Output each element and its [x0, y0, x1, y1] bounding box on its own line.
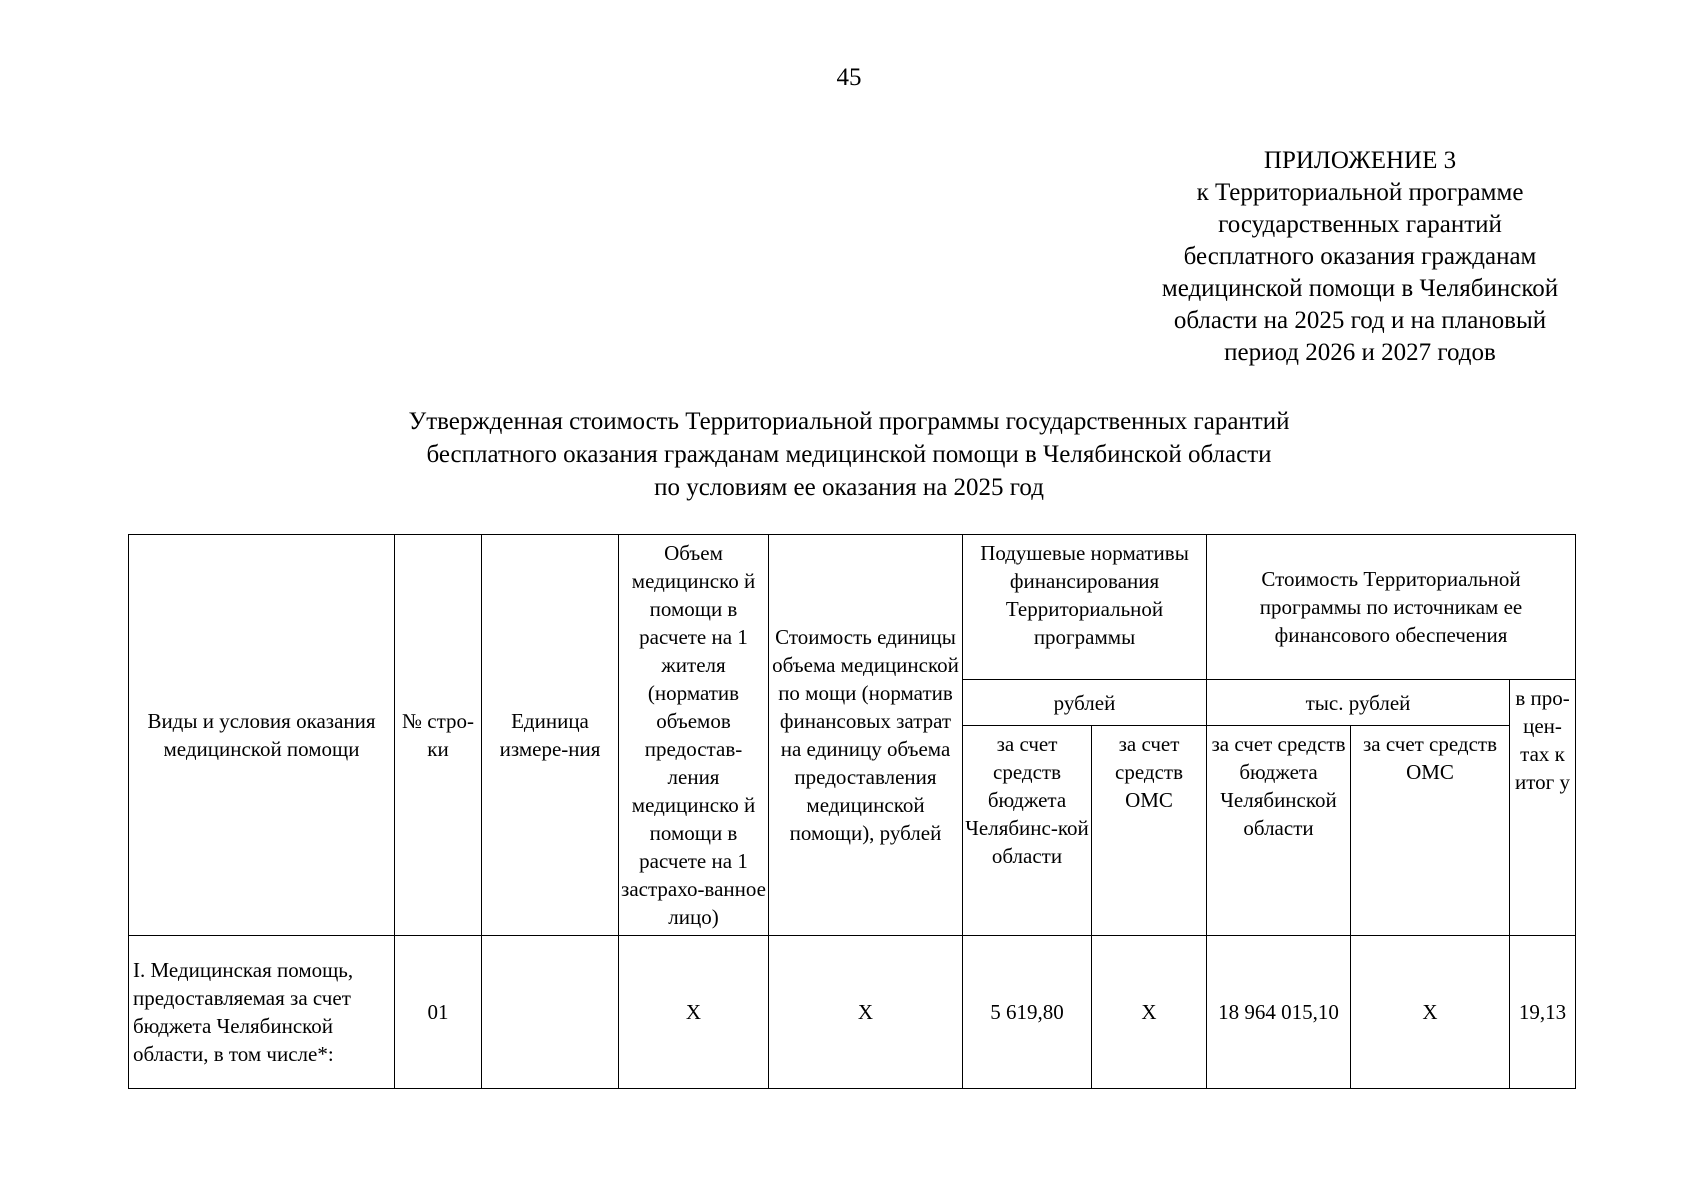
header-row-number: № стро-ки — [395, 535, 482, 936]
cell-cost-oms: X — [1351, 936, 1510, 1089]
appendix-line: области на 2025 год и на плановый — [1173, 307, 1547, 334]
header-rubles: рублей — [963, 680, 1207, 726]
header-cost-oms: за счет средств ОМС — [1351, 726, 1510, 936]
title-line: бесплатного оказания гражданам медицинской помощи в Челябинской области — [426, 441, 1272, 468]
cell-unit — [482, 936, 619, 1089]
header-percent: в про-цен-тах к итог у — [1510, 680, 1576, 936]
cell-row-number: 01 — [395, 936, 482, 1089]
appendix-line: ПРИЛОЖЕНИЕ 3 — [1263, 147, 1457, 174]
header-cost-budget: за счет средств бюджета Челябинской области — [1207, 726, 1351, 936]
appendix-heading — [1100, 145, 1620, 369]
header-row — [129, 535, 1576, 680]
appendix-line: период 2026 и 2027 годов — [1224, 339, 1496, 366]
page-number: 45 — [836, 64, 862, 91]
appendix-line: государственных гарантий — [1218, 211, 1502, 238]
cell-type: I. Медицинская помощь, предоставляемая за счет бюджета Челябинской области, в том числе*: — [129, 936, 395, 1089]
header-per-capita-oms: за счет средств ОМС — [1092, 726, 1207, 936]
cell-percent: 19,13 — [1510, 936, 1576, 1089]
header-unit: Единица измере-ния — [482, 535, 619, 936]
table-row — [129, 936, 1576, 1089]
header-types: Виды и условия оказания медицинской помощи — [129, 535, 395, 936]
header-thousand-rubles: тыс. рублей — [1207, 680, 1510, 726]
header-unit-cost: Стоимость единицы объема медицинской по мощи (норматив финансовых затрат на единицу объема предоставления медицинской помощи), рублей — [769, 535, 963, 936]
appendix-line: бесплатного оказания гражданам — [1183, 243, 1537, 270]
header-per-capita: Подушевые нормативы финансирования Территориальной программы — [963, 535, 1207, 680]
cell-volume: X — [619, 936, 769, 1089]
header-per-capita-budget: за счет средств бюджета Челябинс-кой области — [963, 726, 1092, 936]
title-line: Утвержденная стоимость Территориальной программы государственных гарантий — [408, 408, 1290, 435]
document-title — [300, 405, 1398, 504]
cell-per-capita-budget: 5 619,80 — [963, 936, 1092, 1089]
cost-table — [128, 534, 1576, 1089]
cell-unit-cost: X — [769, 936, 963, 1089]
title-line: по условиям ее оказания на 2025 год — [654, 474, 1044, 501]
cell-per-capita-oms: X — [1092, 936, 1207, 1089]
cell-cost-budget: 18 964 015,10 — [1207, 936, 1351, 1089]
header-cost-group: Стоимость Территориальной программы по источникам ее финансового обеспечения — [1207, 535, 1576, 680]
header-volume: Объем медицинско й помощи в расчете на 1 жителя (норматив объемов предостав-ления медицинско й помощи в расчете на 1 застрахо-ванное лицо) — [619, 535, 769, 936]
appendix-line: медицинской помощи в Челябинской — [1161, 275, 1559, 302]
appendix-line: к Территориальной программе — [1196, 179, 1524, 206]
